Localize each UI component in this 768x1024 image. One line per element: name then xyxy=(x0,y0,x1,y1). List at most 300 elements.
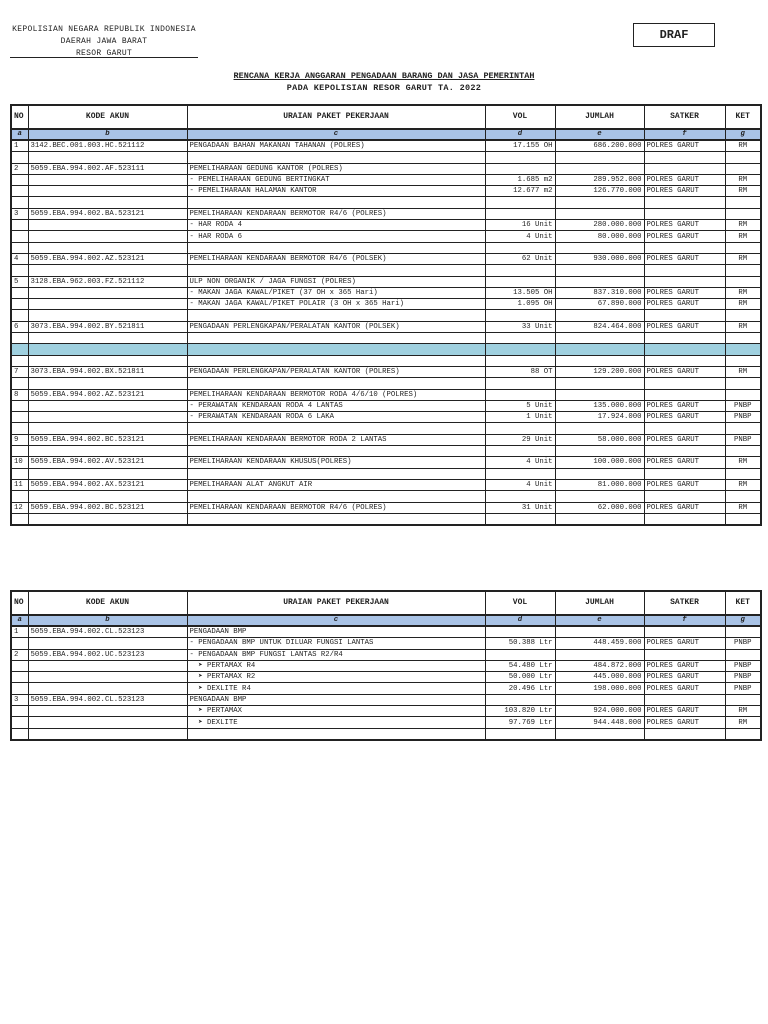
cell-kode-akun xyxy=(28,242,187,253)
col-header-jumlah: JUMLAH xyxy=(555,105,644,129)
cell-no xyxy=(11,186,28,197)
cell-uraian: ULP NON ORGANIK / JAGA FUNGSI (POLRES) xyxy=(187,276,485,287)
cell-no xyxy=(11,220,28,231)
cell-satker: POLRES GARUT xyxy=(644,220,725,231)
cell-satker xyxy=(644,378,725,389)
cell-ket: RM xyxy=(725,287,761,298)
cell-no: 8 xyxy=(11,389,28,400)
cell-no xyxy=(11,717,28,728)
cell-kode-akun: 5059.EBA.994.002.AZ.523121 xyxy=(28,389,187,400)
cell-ket: RM xyxy=(725,457,761,468)
cell-kode-akun xyxy=(28,660,187,671)
cell-vol: 29 Unit xyxy=(485,434,555,445)
cell-satker: POLRES GARUT xyxy=(644,299,725,310)
cell-kode-akun xyxy=(28,152,187,163)
cell-jumlah: 67.890.000 xyxy=(555,299,644,310)
cell-uraian: PENGADAAN BAHAN MAKANAN TAHANAN (POLRES) xyxy=(187,140,485,152)
table-row xyxy=(11,140,761,152)
cell-uraian: PEMELIHARAAN ALAT ANGKUT AIR xyxy=(187,479,485,490)
cell-vol: 88 OT xyxy=(485,366,555,377)
cell-ket: RM xyxy=(725,706,761,717)
cell-uraian xyxy=(187,446,485,457)
cell-vol: 13.505 OH xyxy=(485,287,555,298)
cell-satker: POLRES GARUT xyxy=(644,434,725,445)
table-row xyxy=(11,310,761,321)
cell-uraian: PENGADAAN BMP xyxy=(187,626,485,638)
cell-no: 11 xyxy=(11,479,28,490)
cell-vol xyxy=(485,276,555,287)
cell-ket xyxy=(725,446,761,457)
cell-uraian xyxy=(187,491,485,502)
cell-ket xyxy=(725,513,761,525)
cell-no xyxy=(11,491,28,502)
cell-kode-akun xyxy=(28,287,187,298)
cell-no: 3 xyxy=(11,694,28,705)
cell-jumlah xyxy=(555,491,644,502)
col-header-vol: VOL xyxy=(485,105,555,129)
cell-satker xyxy=(644,208,725,219)
cell-ket: PNBP xyxy=(725,412,761,423)
sub-d: d xyxy=(485,129,555,140)
cell-vol xyxy=(485,446,555,457)
cell-no: 10 xyxy=(11,457,28,468)
table-row xyxy=(11,299,761,310)
table-row xyxy=(11,479,761,490)
col-header-vol: VOL xyxy=(485,591,555,615)
cell-satker: POLRES GARUT xyxy=(644,672,725,683)
cell-jumlah: 62.000.000 xyxy=(555,502,644,513)
cell-satker: POLRES GARUT xyxy=(644,321,725,332)
cell-no xyxy=(11,333,28,344)
cell-satker: POLRES GARUT xyxy=(644,400,725,411)
cell-no xyxy=(11,265,28,276)
cell-jumlah xyxy=(555,242,644,253)
cell-no: 1 xyxy=(11,626,28,638)
budget-table-2 xyxy=(10,590,762,741)
cell-ket: RM xyxy=(725,299,761,310)
org-underline xyxy=(10,57,198,58)
cell-vol: 20.496 Ltr xyxy=(485,683,555,694)
cell-no: 9 xyxy=(11,434,28,445)
cell-satker: POLRES GARUT xyxy=(644,660,725,671)
cell-vol: 97.769 Ltr xyxy=(485,717,555,728)
sub-g: g xyxy=(725,129,761,140)
cell-ket: RM xyxy=(725,186,761,197)
cell-satker xyxy=(644,513,725,525)
cell-vol xyxy=(485,513,555,525)
cell-ket xyxy=(725,378,761,389)
table-row xyxy=(11,321,761,332)
org-line-3: RESOR GARUT xyxy=(75,49,133,58)
cell-kode-akun xyxy=(28,706,187,717)
cell-jumlah xyxy=(555,152,644,163)
cell-satker: POLRES GARUT xyxy=(644,502,725,513)
table-row xyxy=(11,660,761,671)
table-row xyxy=(11,706,761,717)
cell-jumlah xyxy=(555,310,644,321)
cell-satker: POLRES GARUT xyxy=(644,231,725,242)
cell-jumlah: 448.459.000 xyxy=(555,638,644,649)
table-subheader-row xyxy=(11,129,761,140)
cell-ket xyxy=(725,423,761,434)
cell-vol: 4 Unit xyxy=(485,479,555,490)
cell-ket xyxy=(725,389,761,400)
cell-vol xyxy=(485,333,555,344)
table-row xyxy=(11,468,761,479)
cell-uraian: - PERAWATAN KENDARAAN RODA 4 LANTAS xyxy=(187,400,485,411)
cell-ket: RM xyxy=(725,717,761,728)
cell-kode-akun xyxy=(28,378,187,389)
cell-uraian xyxy=(187,355,485,366)
cell-kode-akun: 5059.EBA.994.002.AX.523121 xyxy=(28,479,187,490)
cell-no xyxy=(11,310,28,321)
cell-uraian: ➤ DEXLITE xyxy=(187,717,485,728)
cell-satker xyxy=(644,491,725,502)
cell-vol xyxy=(485,163,555,174)
cell-no xyxy=(11,355,28,366)
cell-ket xyxy=(725,468,761,479)
cell-satker xyxy=(644,333,725,344)
cell-vol xyxy=(485,344,555,355)
cell-uraian xyxy=(187,728,485,740)
cell-kode-akun xyxy=(28,513,187,525)
draft-badge: DRAF xyxy=(633,23,715,47)
cell-jumlah: 80.000.000 xyxy=(555,231,644,242)
cell-kode-akun: 5059.EBA.994.002.BC.523121 xyxy=(28,434,187,445)
cell-satker xyxy=(644,344,725,355)
cell-jumlah xyxy=(555,513,644,525)
budget-table-1 xyxy=(10,104,762,526)
cell-uraian xyxy=(187,378,485,389)
cell-ket: PNBP xyxy=(725,683,761,694)
cell-jumlah: 289.952.000 xyxy=(555,174,644,185)
cell-kode-akun xyxy=(28,638,187,649)
cell-satker xyxy=(644,163,725,174)
cell-vol xyxy=(485,728,555,740)
cell-jumlah xyxy=(555,355,644,366)
table-row xyxy=(11,208,761,219)
cell-satker xyxy=(644,423,725,434)
table-row xyxy=(11,333,761,344)
cell-uraian: PENGADAAN PERLENGKAPAN/PERALATAN KANTOR (POLSEK) xyxy=(187,321,485,332)
cell-vol xyxy=(485,491,555,502)
document-subtitle: PADA KEPOLISIAN RESOR GARUT TA. 2022 xyxy=(286,83,482,93)
cell-uraian: - HAR RODA 4 xyxy=(187,220,485,231)
cell-satker: POLRES GARUT xyxy=(644,457,725,468)
cell-kode-akun: 3073.EBA.994.002.BX.521811 xyxy=(28,366,187,377)
cell-satker xyxy=(644,265,725,276)
cell-ket xyxy=(725,197,761,208)
cell-jumlah: 824.464.000 xyxy=(555,321,644,332)
cell-satker xyxy=(644,355,725,366)
cell-kode-akun xyxy=(28,231,187,242)
cell-vol: 16 Unit xyxy=(485,220,555,231)
cell-jumlah: 135.000.000 xyxy=(555,400,644,411)
cell-satker xyxy=(644,389,725,400)
cell-ket: RM xyxy=(725,231,761,242)
sub-d: d xyxy=(485,615,555,626)
cell-ket xyxy=(725,626,761,638)
cell-no xyxy=(11,299,28,310)
sub-a: a xyxy=(11,615,28,626)
cell-jumlah: 17.924.000 xyxy=(555,412,644,423)
cell-jumlah xyxy=(555,423,644,434)
cell-uraian: - PEMELIHARAAN GEDUNG BERTINGKAT xyxy=(187,174,485,185)
cell-uraian: - PERAWATAN KENDARAAN RODA 6 LAKA xyxy=(187,412,485,423)
cell-jumlah xyxy=(555,378,644,389)
table-row xyxy=(11,163,761,174)
cell-no: 4 xyxy=(11,253,28,264)
table-row xyxy=(11,694,761,705)
cell-ket: RM xyxy=(725,253,761,264)
table-row xyxy=(11,231,761,242)
cell-kode-akun: 3073.EBA.994.002.BY.521811 xyxy=(28,321,187,332)
cell-kode-akun xyxy=(28,400,187,411)
cell-satker: POLRES GARUT xyxy=(644,140,725,152)
cell-no xyxy=(11,152,28,163)
cell-uraian: PEMELIHARAAN GEDUNG KANTOR (POLRES) xyxy=(187,163,485,174)
table-row xyxy=(11,344,761,355)
table-row xyxy=(11,287,761,298)
col-header-ket: KET xyxy=(725,591,761,615)
cell-vol: 33 Unit xyxy=(485,321,555,332)
cell-jumlah: 944.448.000 xyxy=(555,717,644,728)
sub-f: f xyxy=(644,129,725,140)
cell-kode-akun xyxy=(28,186,187,197)
org-header xyxy=(10,24,198,60)
cell-ket: PNBP xyxy=(725,400,761,411)
cell-satker xyxy=(644,649,725,660)
cell-satker xyxy=(644,728,725,740)
cell-jumlah: 81.000.000 xyxy=(555,479,644,490)
cell-vol: 50.000 Ltr xyxy=(485,672,555,683)
cell-no: 2 xyxy=(11,649,28,660)
table-row xyxy=(11,446,761,457)
cell-vol xyxy=(485,208,555,219)
table-row xyxy=(11,186,761,197)
cell-kode-akun: 5059.EBA.994.002.CL.523123 xyxy=(28,626,187,638)
cell-kode-akun: 5059.EBA.994.002.AV.523121 xyxy=(28,457,187,468)
cell-ket: RM xyxy=(725,220,761,231)
cell-kode-akun: 5059.EBA.994.002.AF.523111 xyxy=(28,163,187,174)
cell-jumlah: 686.200.000 xyxy=(555,140,644,152)
cell-jumlah: 930.000.000 xyxy=(555,253,644,264)
cell-kode-akun xyxy=(28,333,187,344)
table-row xyxy=(11,502,761,513)
cell-no xyxy=(11,287,28,298)
col-header-satker: SATKER xyxy=(644,105,725,129)
cell-jumlah: 484.872.000 xyxy=(555,660,644,671)
cell-ket xyxy=(725,242,761,253)
sub-f: f xyxy=(644,615,725,626)
cell-uraian xyxy=(187,468,485,479)
cell-uraian xyxy=(187,344,485,355)
cell-uraian xyxy=(187,333,485,344)
cell-no xyxy=(11,231,28,242)
cell-vol xyxy=(485,310,555,321)
cell-ket xyxy=(725,208,761,219)
cell-vol: 1.685 m2 xyxy=(485,174,555,185)
cell-vol: 12.677 m2 xyxy=(485,186,555,197)
cell-kode-akun xyxy=(28,299,187,310)
cell-kode-akun xyxy=(28,355,187,366)
document-title: RENCANA KERJA ANGGARAN PENGADAAN BARANG DAN JASA PEMERINTAH xyxy=(233,71,535,81)
cell-ket: PNBP xyxy=(725,638,761,649)
cell-uraian: ➤ DEXLITE R4 xyxy=(187,683,485,694)
cell-no xyxy=(11,513,28,525)
cell-satker: POLRES GARUT xyxy=(644,683,725,694)
cell-vol xyxy=(485,389,555,400)
cell-jumlah xyxy=(555,694,644,705)
sub-e: e xyxy=(555,615,644,626)
cell-kode-akun xyxy=(28,423,187,434)
table-row xyxy=(11,434,761,445)
cell-no xyxy=(11,174,28,185)
cell-uraian: ➤ PERTAMAX R2 xyxy=(187,672,485,683)
col-header-ket: KET xyxy=(725,105,761,129)
table-row xyxy=(11,649,761,660)
cell-vol: 54.480 Ltr xyxy=(485,660,555,671)
cell-kode-akun: 3142.BEC.001.003.HC.521112 xyxy=(28,140,187,152)
cell-kode-akun xyxy=(28,468,187,479)
cell-kode-akun xyxy=(28,717,187,728)
cell-uraian: PEMELIHARAAN KENDARAAN BERMOTOR R4/6 (POLSEK) xyxy=(187,253,485,264)
cell-jumlah: 129.200.000 xyxy=(555,366,644,377)
cell-uraian: - HAR RODA 6 xyxy=(187,231,485,242)
cell-satker xyxy=(644,626,725,638)
cell-jumlah: 58.000.000 xyxy=(555,434,644,445)
sub-c: c xyxy=(187,615,485,626)
cell-uraian xyxy=(187,310,485,321)
cell-no xyxy=(11,638,28,649)
cell-satker: POLRES GARUT xyxy=(644,717,725,728)
cell-uraian: PEMELIHARAAN KENDARAAN BERMOTOR R4/6 (POLRES) xyxy=(187,208,485,219)
cell-uraian xyxy=(187,197,485,208)
cell-satker xyxy=(644,242,725,253)
sub-g: g xyxy=(725,615,761,626)
cell-kode-akun xyxy=(28,197,187,208)
cell-vol xyxy=(485,242,555,253)
cell-no: 1 xyxy=(11,140,28,152)
cell-no xyxy=(11,242,28,253)
table-row xyxy=(11,366,761,377)
table-row xyxy=(11,355,761,366)
cell-kode-akun: 5059.EBA.994.002.BA.523121 xyxy=(28,208,187,219)
cell-jumlah xyxy=(555,468,644,479)
cell-satker: POLRES GARUT xyxy=(644,366,725,377)
table-row xyxy=(11,174,761,185)
table-row xyxy=(11,491,761,502)
cell-kode-akun xyxy=(28,491,187,502)
cell-jumlah: 924.000.000 xyxy=(555,706,644,717)
cell-no xyxy=(11,344,28,355)
table-header-row xyxy=(11,105,761,129)
cell-ket xyxy=(725,491,761,502)
table-row xyxy=(11,672,761,683)
cell-ket xyxy=(725,276,761,287)
col-header-satker: SATKER xyxy=(644,591,725,615)
col-header-no: NO xyxy=(11,591,28,615)
cell-uraian xyxy=(187,513,485,525)
cell-kode-akun xyxy=(28,310,187,321)
table-row xyxy=(11,220,761,231)
table-row xyxy=(11,683,761,694)
cell-vol xyxy=(485,355,555,366)
cell-uraian: - PEMELIHARAAN HALAMAN KANTOR xyxy=(187,186,485,197)
table-row xyxy=(11,412,761,423)
cell-no: 6 xyxy=(11,321,28,332)
cell-satker: POLRES GARUT xyxy=(644,174,725,185)
cell-vol xyxy=(485,152,555,163)
col-header-uraian: URAIAN PAKET PEKERJAAN xyxy=(187,591,485,615)
sub-c: c xyxy=(187,129,485,140)
cell-uraian: PEMELIHARAAN KENDARAAN KHUSUS(POLRES) xyxy=(187,457,485,468)
cell-satker xyxy=(644,694,725,705)
cell-kode-akun: 5059.EBA.994.002.AZ.523121 xyxy=(28,253,187,264)
cell-uraian: PENGADAAN PERLENGKAPAN/PERALATAN KANTOR (POLRES) xyxy=(187,366,485,377)
cell-ket: RM xyxy=(725,366,761,377)
cell-ket xyxy=(725,728,761,740)
org-line-1: KEPOLISIAN NEGARA REPUBLIK INDONESIA xyxy=(12,25,196,34)
cell-satker: POLRES GARUT xyxy=(644,706,725,717)
col-header-no: NO xyxy=(11,105,28,129)
cell-no xyxy=(11,728,28,740)
cell-ket xyxy=(725,649,761,660)
sub-e: e xyxy=(555,129,644,140)
cell-ket xyxy=(725,310,761,321)
cell-jumlah: 100.000.000 xyxy=(555,457,644,468)
cell-kode-akun xyxy=(28,672,187,683)
cell-satker: POLRES GARUT xyxy=(644,287,725,298)
cell-jumlah xyxy=(555,333,644,344)
cell-vol: 103.820 Ltr xyxy=(485,706,555,717)
cell-ket xyxy=(725,333,761,344)
sub-a: a xyxy=(11,129,28,140)
cell-ket: RM xyxy=(725,174,761,185)
cell-kode-akun xyxy=(28,220,187,231)
cell-ket: RM xyxy=(725,479,761,490)
cell-vol: 50.388 Ltr xyxy=(485,638,555,649)
cell-ket xyxy=(725,152,761,163)
cell-jumlah xyxy=(555,163,644,174)
cell-satker: POLRES GARUT xyxy=(644,638,725,649)
org-line-2: DAERAH JAWA BARAT xyxy=(60,37,148,46)
table-row xyxy=(11,626,761,638)
cell-kode-akun xyxy=(28,265,187,276)
cell-jumlah xyxy=(555,265,644,276)
table-row xyxy=(11,717,761,728)
cell-kode-akun xyxy=(28,412,187,423)
cell-satker xyxy=(644,468,725,479)
cell-jumlah xyxy=(555,626,644,638)
cell-uraian: PEMELIHARAAN KENDARAAN BERMOTOR RODA 4/6/10 (POLRES) xyxy=(187,389,485,400)
cell-no xyxy=(11,683,28,694)
cell-uraian: PENGADAAN BMP xyxy=(187,694,485,705)
cell-vol: 4 Unit xyxy=(485,457,555,468)
cell-jumlah: 198.000.000 xyxy=(555,683,644,694)
cell-kode-akun xyxy=(28,344,187,355)
cell-vol: 5 Unit xyxy=(485,400,555,411)
cell-satker: POLRES GARUT xyxy=(644,412,725,423)
col-header-kode: KODE AKUN xyxy=(28,105,187,129)
cell-ket: PNBP xyxy=(725,672,761,683)
cell-no xyxy=(11,672,28,683)
cell-kode-akun xyxy=(28,446,187,457)
cell-jumlah xyxy=(555,389,644,400)
cell-jumlah: 445.000.000 xyxy=(555,672,644,683)
cell-ket xyxy=(725,265,761,276)
cell-uraian: ➤ PERTAMAX xyxy=(187,706,485,717)
